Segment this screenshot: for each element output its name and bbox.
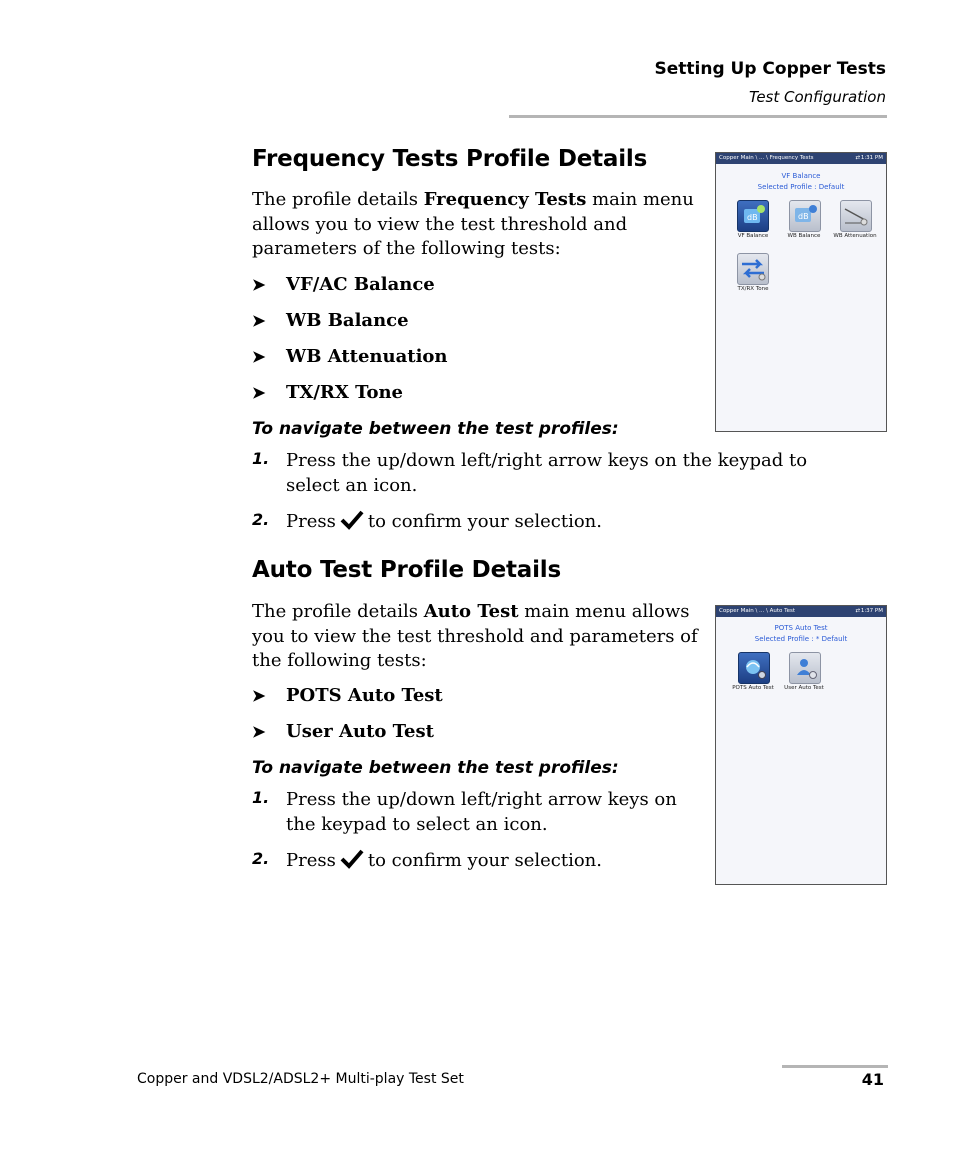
wb-attenuation-icon[interactable] xyxy=(840,200,872,232)
frequency-intro-before: The profile details xyxy=(252,189,424,210)
bullet-text: User Auto Test xyxy=(286,721,434,742)
screen-title-bar xyxy=(716,606,886,617)
auto-intro-bold: Auto Test xyxy=(423,601,519,622)
screen-selected-profile: Selected Profile : Default xyxy=(757,183,845,191)
screen-path: Copper Main \ ... \ Auto Test xyxy=(719,608,796,614)
frequency-nav-heading: To navigate between the test profiles: xyxy=(252,419,619,439)
auto-intro xyxy=(252,600,712,674)
auto-intro-after: main menu allows you to view the test threshold and parameters of the following tests: xyxy=(252,601,698,671)
bullet-text: WB Attenuation xyxy=(286,346,448,367)
screen-selected-title: VF Balance xyxy=(781,172,821,180)
step-text: Press the up/down left/right arrow keys on the keypad to select an icon. xyxy=(286,450,808,496)
checkmark-icon xyxy=(340,849,364,869)
screen-path: Copper Main \ ... \ Frequency Tests xyxy=(719,155,814,161)
bullet-text: POTS Auto Test xyxy=(286,685,443,706)
bullet-arrow-icon: ➤ xyxy=(252,722,266,741)
signal-icon: ⇄ xyxy=(855,155,860,161)
step-number: 2. xyxy=(252,849,270,868)
screen-time: 1:31 PM xyxy=(860,155,883,161)
tx-rx-tone-icon[interactable] xyxy=(737,253,769,285)
step-item xyxy=(252,448,862,500)
bullet-arrow-icon: ➤ xyxy=(252,383,266,402)
user-auto-test-icon[interactable] xyxy=(789,652,821,684)
step-item xyxy=(252,848,682,876)
step-text-after: to confirm your selection. xyxy=(367,850,602,871)
pots-auto-test-label: POTS Auto Test xyxy=(732,685,774,691)
vf-balance-icon[interactable] xyxy=(737,200,769,232)
step-number: 1. xyxy=(252,449,270,468)
bullet-text: VF/AC Balance xyxy=(286,274,435,295)
footer-rule xyxy=(782,1065,888,1068)
frequency-heading: Frequency Tests Profile Details xyxy=(252,146,648,172)
wb-balance-label: WB Balance xyxy=(787,233,821,239)
bullet-arrow-icon: ➤ xyxy=(252,311,266,330)
step-text-before: Press xyxy=(286,850,336,871)
frequency-intro-after: main menu allows you to view the test threshold and parameters of the following tests: xyxy=(252,189,694,259)
user-auto-test-label: User Auto Test xyxy=(784,685,824,691)
step-text xyxy=(286,509,602,534)
bullet-text: TX/RX Tone xyxy=(286,382,403,403)
auto-heading: Auto Test Profile Details xyxy=(252,557,561,583)
auto-nav-heading: To navigate between the test profiles: xyxy=(252,758,619,778)
auto-intro-before: The profile details xyxy=(252,601,424,622)
step-text-before: Press xyxy=(286,511,336,532)
wb-attenuation-label: WB Attenuation xyxy=(833,233,877,239)
screen-title-bar xyxy=(716,153,886,164)
wb-balance-icon[interactable] xyxy=(789,200,821,232)
frequency-tests-screenshot xyxy=(715,152,887,432)
frequency-intro-bold: Frequency Tests xyxy=(423,189,587,210)
step-text xyxy=(286,848,602,873)
svg-text:dB: dB xyxy=(747,213,758,222)
step-number: 2. xyxy=(252,510,270,529)
running-header-section: Test Configuration xyxy=(749,88,886,106)
page-number: 41 xyxy=(861,1070,884,1089)
step-item xyxy=(252,509,862,537)
svg-text:dB: dB xyxy=(798,212,809,221)
bullet-arrow-icon: ➤ xyxy=(252,275,266,294)
checkmark-icon xyxy=(340,510,364,530)
vf-balance-label: VF Balance xyxy=(737,233,769,239)
step-number: 1. xyxy=(252,788,270,807)
running-header-chapter: Setting Up Copper Tests xyxy=(654,59,886,79)
footer-title: Copper and VDSL2/ADSL2+ Multi-play Test Set xyxy=(137,1071,464,1087)
signal-icon: ⇄ xyxy=(855,608,860,614)
screen-time: 1:37 PM xyxy=(860,608,883,614)
pots-auto-test-icon[interactable] xyxy=(738,652,770,684)
step-text: Press the up/down left/right arrow keys on the keypad to select an icon. xyxy=(286,789,677,835)
screen-selected-profile: Selected Profile : * Default xyxy=(754,635,848,643)
tx-rx-tone-label: TX/RX Tone xyxy=(737,286,769,292)
frequency-intro xyxy=(252,188,704,262)
bullet-arrow-icon: ➤ xyxy=(252,686,266,705)
screen-selected-title: POTS Auto Test xyxy=(774,624,828,632)
bullet-text: WB Balance xyxy=(286,310,409,331)
bullet-arrow-icon: ➤ xyxy=(252,347,266,366)
header-rule xyxy=(509,115,887,118)
step-text-after: to confirm your selection. xyxy=(367,511,602,532)
auto-test-screenshot xyxy=(715,605,887,885)
step-item xyxy=(252,787,682,839)
